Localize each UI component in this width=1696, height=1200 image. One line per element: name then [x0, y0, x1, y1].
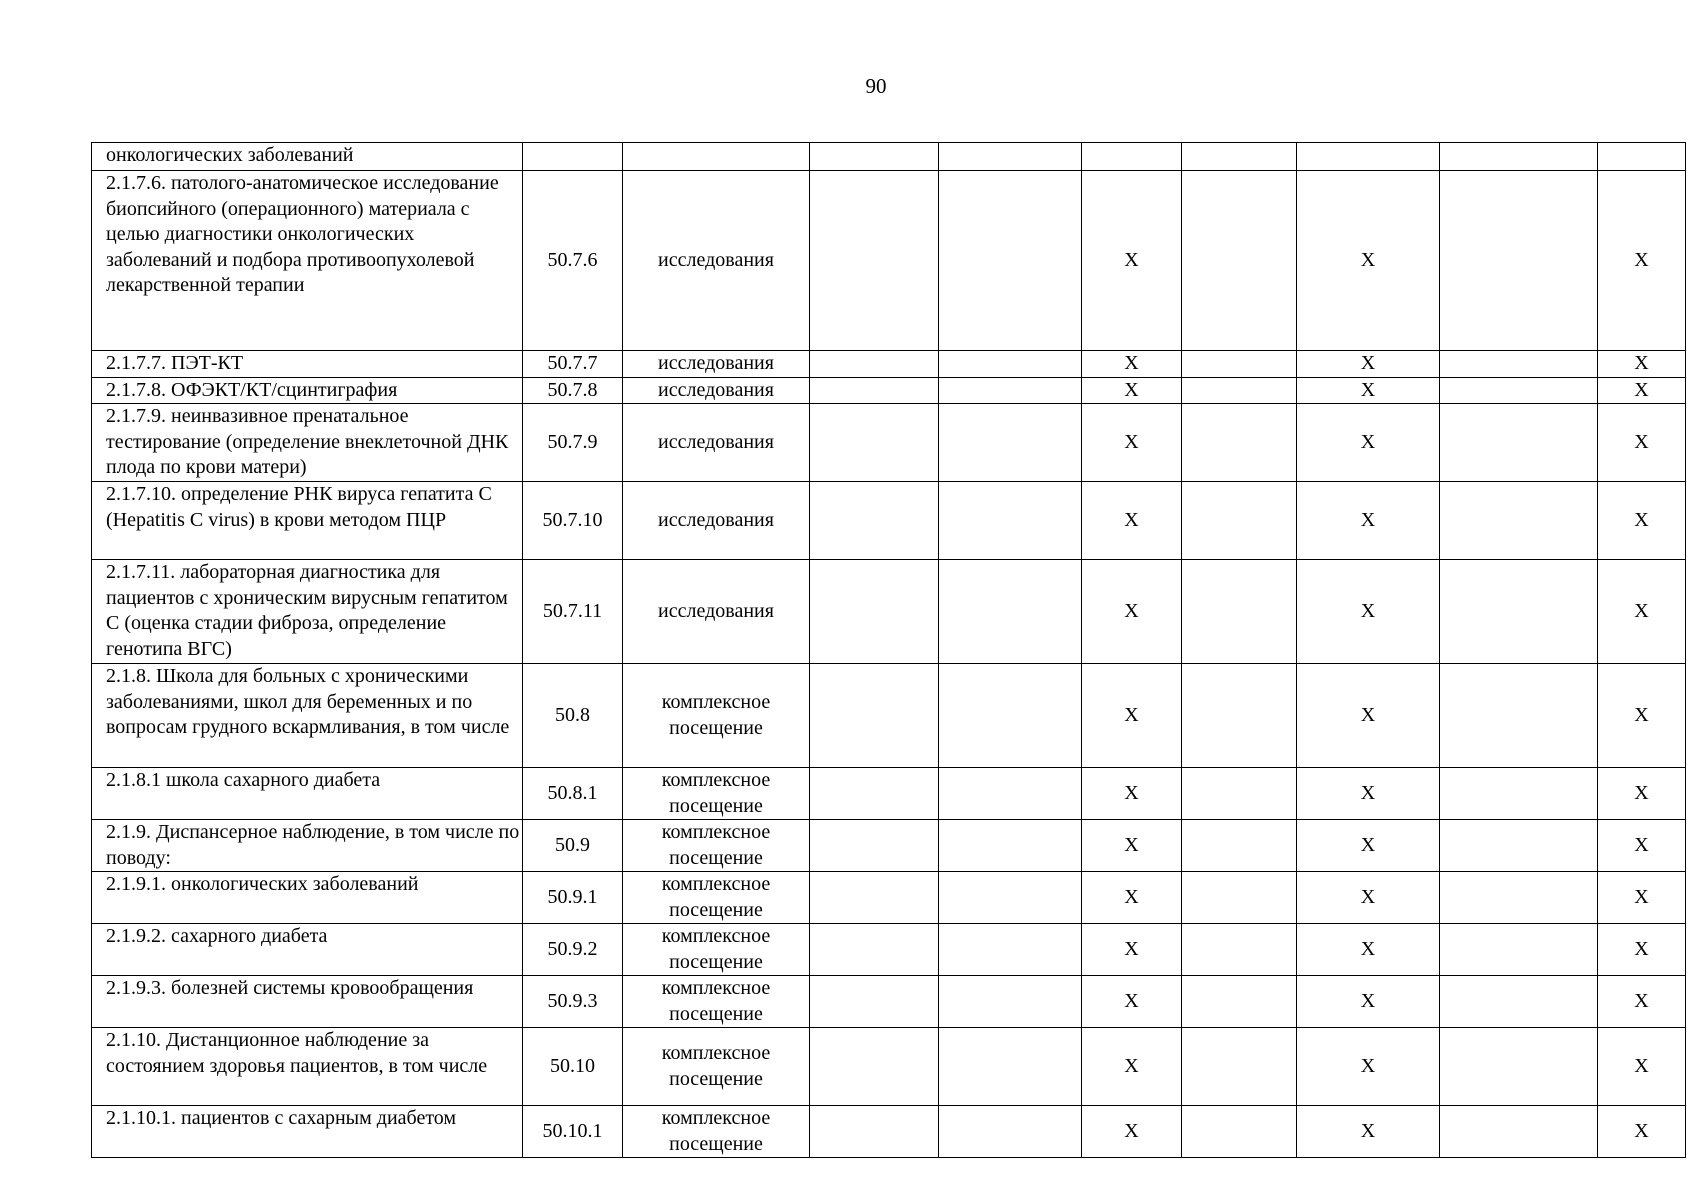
table-row: [92, 171, 1686, 351]
empty-cell: [939, 143, 1082, 171]
row-name-cell: 2.1.7.10. определение РНК вируса гепатита С (Hepatitis C virus) в крови методом ПЦР: [92, 482, 523, 560]
mark-cell: X: [1598, 976, 1686, 1028]
row-unit-cell: исследования: [623, 404, 810, 482]
mark-cell: X: [1297, 976, 1440, 1028]
row-code-cell: 50.9.3: [523, 976, 623, 1028]
mark-cell: X: [1082, 171, 1182, 351]
mark-cell: X: [1082, 872, 1182, 924]
empty-cell: [939, 377, 1082, 404]
mark-cell: X: [1598, 872, 1686, 924]
row-unit-cell: исследования: [623, 482, 810, 560]
table-row: [92, 872, 1686, 924]
row-name-cell: 2.1.9. Диспансерное наблюдение, в том числе по поводу:: [92, 820, 523, 872]
table-row: [92, 976, 1686, 1028]
empty-cell: [1440, 768, 1598, 820]
empty-cell: [810, 560, 939, 664]
row-name-cell: онкологических заболеваний: [92, 143, 523, 171]
mark-cell: X: [1598, 768, 1686, 820]
mark-cell: X: [1082, 924, 1182, 976]
empty-cell: [810, 1028, 939, 1106]
row-name-cell: 2.1.9.1. онкологических заболеваний: [92, 872, 523, 924]
row-unit-cell: комплексное посещение: [623, 1028, 810, 1106]
row-name-cell: 2.1.7.6. патолого-анатомическое исследование биопсийного (операционного) материала с целью диагностики онкологических заболеваний и подбора противоопухолевой лекарственной терапии: [92, 171, 523, 351]
empty-cell: [1440, 1028, 1598, 1106]
row-unit-cell: исследования: [623, 377, 810, 404]
mark-cell: X: [1598, 351, 1686, 378]
mark-cell: X: [1297, 560, 1440, 664]
row-unit-cell: [623, 143, 810, 171]
empty-cell: [810, 482, 939, 560]
empty-cell: [939, 1106, 1082, 1158]
mark-cell: X: [1082, 351, 1182, 378]
empty-cell: [810, 664, 939, 768]
row-name-cell: 2.1.10.1. пациентов с сахарным диабетом: [92, 1106, 523, 1158]
row-code-cell: 50.7.6: [523, 171, 623, 351]
table-row: [92, 482, 1686, 560]
empty-cell: [1182, 377, 1297, 404]
mark-cell: X: [1082, 377, 1182, 404]
empty-cell: [1182, 924, 1297, 976]
empty-cell: [810, 976, 939, 1028]
empty-cell: [1182, 171, 1297, 351]
row-code-cell: 50.7.7: [523, 351, 623, 378]
mark-cell: X: [1082, 664, 1182, 768]
mark-cell: X: [1297, 482, 1440, 560]
page-number: 90: [865, 74, 887, 98]
row-code-cell: 50.7.8: [523, 377, 623, 404]
empty-cell: [810, 143, 939, 171]
empty-cell: [810, 404, 939, 482]
row-unit-cell: исследования: [623, 171, 810, 351]
table-row: [92, 404, 1686, 482]
table-row: [92, 560, 1686, 664]
row-unit-cell: комплексное посещение: [623, 976, 810, 1028]
empty-cell: [1440, 351, 1598, 378]
row-name-cell: 2.1.10. Дистанционное наблюдение за состоянием здоровья пациентов, в том числе: [92, 1028, 523, 1106]
table-row: [92, 143, 1686, 171]
table-row: [92, 351, 1686, 378]
empty-cell: [1440, 482, 1598, 560]
empty-cell: [1440, 404, 1598, 482]
empty-cell: [1182, 768, 1297, 820]
empty-cell: [939, 924, 1082, 976]
mark-cell: [1297, 143, 1440, 171]
empty-cell: [810, 351, 939, 378]
empty-cell: [939, 1028, 1082, 1106]
empty-cell: [1440, 664, 1598, 768]
mark-cell: X: [1082, 1106, 1182, 1158]
table-row: [92, 1028, 1686, 1106]
row-unit-cell: исследования: [623, 351, 810, 378]
empty-cell: [939, 482, 1082, 560]
empty-cell: [1182, 482, 1297, 560]
mark-cell: X: [1297, 351, 1440, 378]
row-name-cell: 2.1.7.9. неинвазивное пренатальное тестирование (определение внеклеточной ДНК плода по крови матери): [92, 404, 523, 482]
empty-cell: [1440, 377, 1598, 404]
empty-cell: [810, 820, 939, 872]
mark-cell: X: [1297, 377, 1440, 404]
empty-cell: [939, 872, 1082, 924]
mark-cell: X: [1297, 872, 1440, 924]
mark-cell: [1598, 143, 1686, 171]
empty-cell: [939, 976, 1082, 1028]
row-name-cell: 2.1.7.7. ПЭТ-КТ: [92, 351, 523, 378]
row-code-cell: 50.9.2: [523, 924, 623, 976]
empty-cell: [1182, 820, 1297, 872]
mark-cell: X: [1598, 1028, 1686, 1106]
empty-cell: [939, 768, 1082, 820]
empty-cell: [1182, 664, 1297, 768]
row-code-cell: 50.10.1: [523, 1106, 623, 1158]
empty-cell: [1182, 872, 1297, 924]
row-unit-cell: комплексное посещение: [623, 1106, 810, 1158]
empty-cell: [810, 377, 939, 404]
mark-cell: X: [1082, 976, 1182, 1028]
table-row: [92, 768, 1686, 820]
empty-cell: [810, 1106, 939, 1158]
empty-cell: [1182, 404, 1297, 482]
row-name-cell: 2.1.8.1 школа сахарного диабета: [92, 768, 523, 820]
row-code-cell: 50.7.11: [523, 560, 623, 664]
table-row: [92, 377, 1686, 404]
empty-cell: [810, 872, 939, 924]
row-name-cell: 2.1.9.3. болезней системы кровообращения: [92, 976, 523, 1028]
row-code-cell: 50.7.9: [523, 404, 623, 482]
empty-cell: [939, 560, 1082, 664]
empty-cell: [1440, 820, 1598, 872]
data-table: [91, 142, 1686, 1158]
row-name-cell: 2.1.7.8. ОФЭКТ/КТ/сцинтиграфия: [92, 377, 523, 404]
empty-cell: [1182, 143, 1297, 171]
empty-cell: [810, 171, 939, 351]
empty-cell: [1182, 560, 1297, 664]
empty-cell: [939, 820, 1082, 872]
row-unit-cell: комплексное посещение: [623, 820, 810, 872]
empty-cell: [1440, 924, 1598, 976]
mark-cell: X: [1082, 1028, 1182, 1106]
row-code-cell: 50.8.1: [523, 768, 623, 820]
row-code-cell: [523, 143, 623, 171]
mark-cell: X: [1297, 664, 1440, 768]
mark-cell: X: [1598, 1106, 1686, 1158]
mark-cell: X: [1082, 768, 1182, 820]
empty-cell: [939, 404, 1082, 482]
mark-cell: [1082, 143, 1182, 171]
mark-cell: X: [1297, 820, 1440, 872]
mark-cell: X: [1297, 171, 1440, 351]
mark-cell: X: [1297, 1106, 1440, 1158]
empty-cell: [1182, 1106, 1297, 1158]
mark-cell: X: [1297, 1028, 1440, 1106]
row-code-cell: 50.8: [523, 664, 623, 768]
row-name-cell: 2.1.9.2. сахарного диабета: [92, 924, 523, 976]
table-row: [92, 924, 1686, 976]
empty-cell: [1182, 976, 1297, 1028]
empty-cell: [939, 351, 1082, 378]
mark-cell: X: [1082, 820, 1182, 872]
row-code-cell: 50.9.1: [523, 872, 623, 924]
empty-cell: [1440, 872, 1598, 924]
empty-cell: [1440, 1106, 1598, 1158]
empty-cell: [810, 924, 939, 976]
row-unit-cell: комплексное посещение: [623, 664, 810, 768]
empty-cell: [810, 768, 939, 820]
empty-cell: [1182, 1028, 1297, 1106]
row-code-cell: 50.9: [523, 820, 623, 872]
empty-cell: [939, 171, 1082, 351]
empty-cell: [1182, 351, 1297, 378]
mark-cell: X: [1297, 768, 1440, 820]
mark-cell: X: [1598, 560, 1686, 664]
empty-cell: [1440, 143, 1598, 171]
mark-cell: X: [1598, 820, 1686, 872]
row-unit-cell: исследования: [623, 560, 810, 664]
mark-cell: X: [1082, 404, 1182, 482]
mark-cell: X: [1082, 560, 1182, 664]
row-code-cell: 50.10: [523, 1028, 623, 1106]
table-body: [92, 143, 1686, 1158]
mark-cell: X: [1082, 482, 1182, 560]
mark-cell: X: [1598, 377, 1686, 404]
empty-cell: [1440, 171, 1598, 351]
empty-cell: [1440, 560, 1598, 664]
empty-cell: [1440, 976, 1598, 1028]
row-unit-cell: комплексное посещение: [623, 872, 810, 924]
mark-cell: X: [1598, 171, 1686, 351]
row-name-cell: 2.1.8. Школа для больных с хроническими заболеваниями, школ для беременных и по вопросам грудного вскармливания, в том числе: [92, 664, 523, 768]
row-name-cell: 2.1.7.11. лабораторная диагностика для пациентов с хроническим вирусным гепатитом С (оценка стадии фиброза, определение генотипа ВГС): [92, 560, 523, 664]
row-code-cell: 50.7.10: [523, 482, 623, 560]
row-unit-cell: комплексное посещение: [623, 768, 810, 820]
mark-cell: X: [1598, 482, 1686, 560]
table-row: [92, 820, 1686, 872]
table-row: [92, 664, 1686, 768]
mark-cell: X: [1297, 924, 1440, 976]
table-row: [92, 1106, 1686, 1158]
row-unit-cell: комплексное посещение: [623, 924, 810, 976]
mark-cell: X: [1297, 404, 1440, 482]
mark-cell: X: [1598, 404, 1686, 482]
mark-cell: X: [1598, 924, 1686, 976]
mark-cell: X: [1598, 664, 1686, 768]
empty-cell: [939, 664, 1082, 768]
